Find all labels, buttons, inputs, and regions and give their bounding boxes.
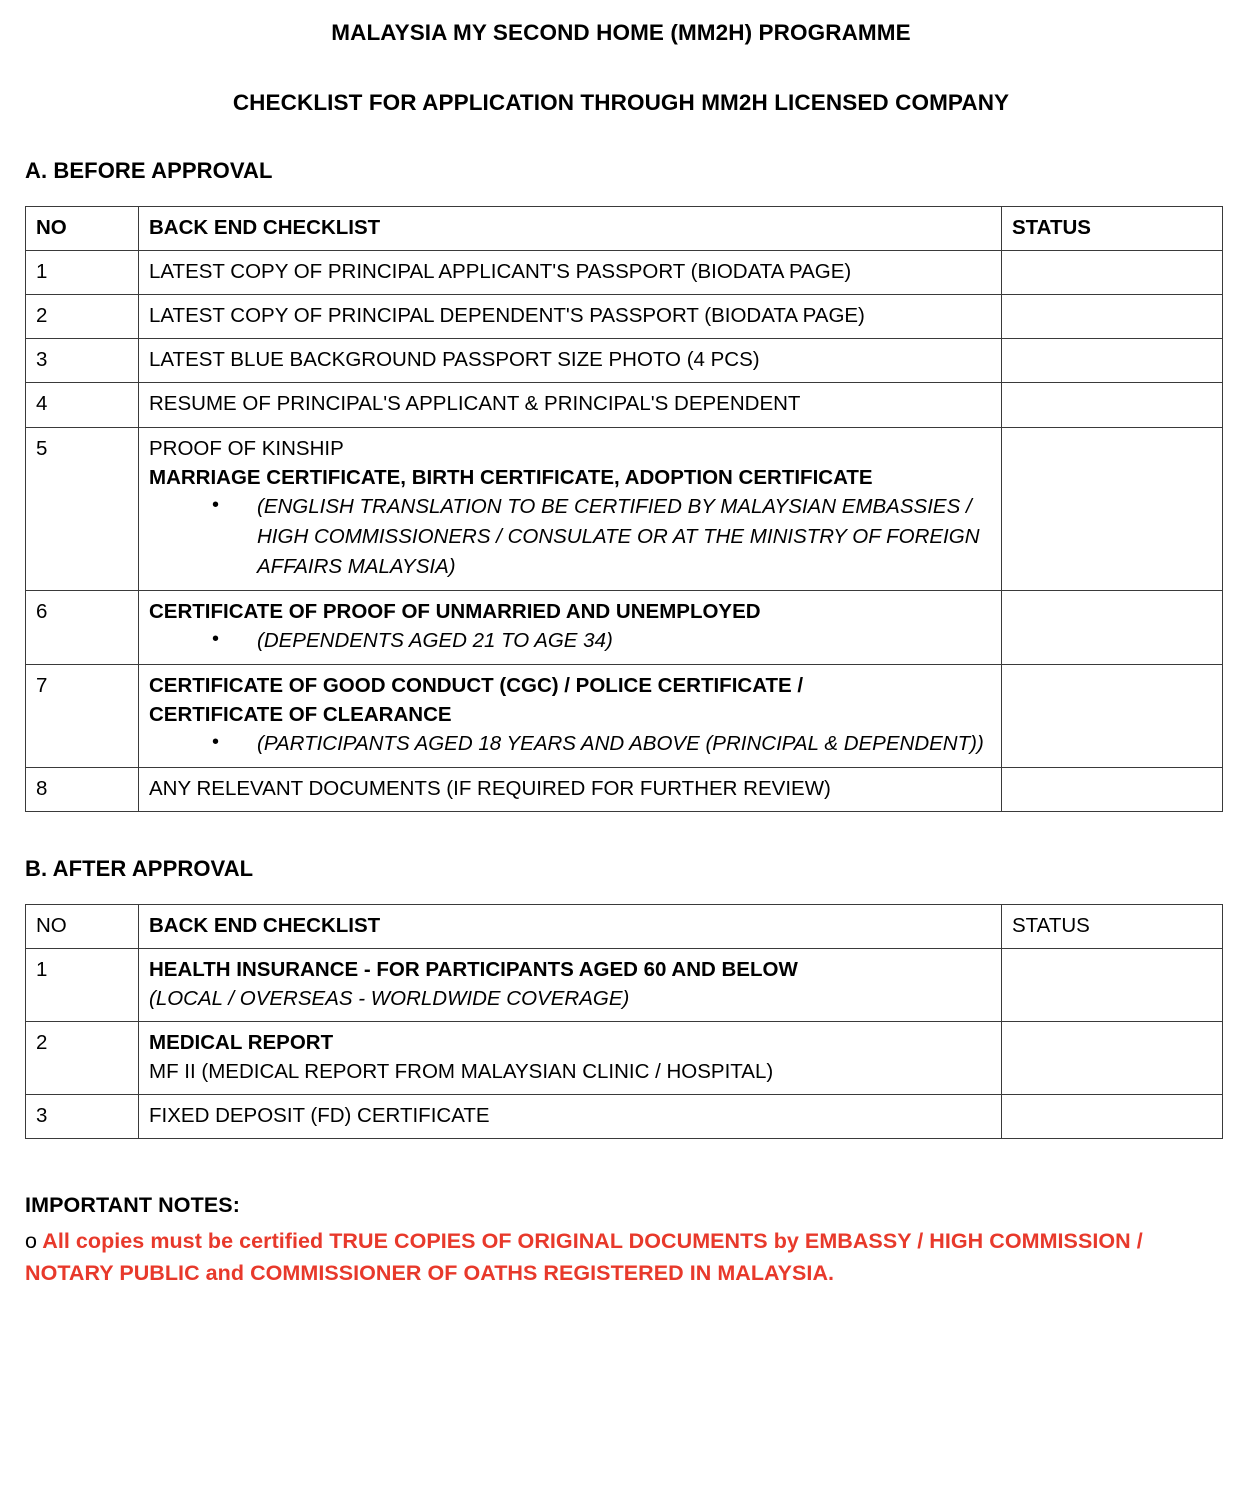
column-header-status: STATUS [1002,207,1223,251]
row-status[interactable] [1002,590,1223,664]
checklist-table-after-approval [25,904,1223,1140]
row-status[interactable] [1002,767,1223,811]
row-number: 8 [26,767,139,811]
bullet-item: • (ENGLISH TRANSLATION TO BE CERTIFIED BY MALAYSIAN EMBASSIES / HIGH COMMISSIONERS / CONSULATE OR AT THE MINISTRY OF FOREIGN AFFAIRS MALAYSIA) [149,492,991,582]
bullet-item: • (PARTICIPANTS AGED 18 YEARS AND ABOVE (PRINCIPAL & DEPENDENT)) [149,729,991,759]
column-header-status: STATUS [1002,904,1223,948]
row-number: 7 [26,664,139,767]
row-description [139,295,1002,339]
row-status[interactable] [1002,948,1223,1021]
table-b-body [26,948,1223,1139]
column-header-checklist: BACK END CHECKLIST [139,207,1002,251]
important-notes-body [25,1218,1217,1289]
description-line: RESUME OF PRINCIPAL'S APPLICANT & PRINCIPAL'S DEPENDENT [149,392,801,416]
row-number: 2 [26,1022,139,1095]
table-row [26,1022,1223,1095]
row-number: 1 [26,948,139,1021]
section-b-heading: B. AFTER APPROVAL [25,855,254,881]
description-line: LATEST COPY OF PRINCIPAL APPLICANT'S PASSPORT (BIODATA PAGE) [149,260,852,284]
bullet-item: • (DEPENDENTS AGED 21 TO AGE 34) [149,626,991,656]
table-row [26,383,1223,427]
table-a-body [26,251,1223,812]
row-description [139,1022,1002,1095]
row-status[interactable] [1002,295,1223,339]
table-row [26,295,1223,339]
description-line: PROOF OF KINSHIP [149,436,344,460]
column-header-no: NO [26,207,139,251]
note-bullet-marker: o [25,1229,38,1254]
description-line: FIXED DEPOSIT (FD) CERTIFICATE [149,1104,490,1128]
note-text: All copies must be certified TRUE COPIES OF ORIGINAL DOCUMENTS by EMBASSY / HIGH COMMISSION / NOTARY PUBLIC and COMMISSIONER OF OATHS REGISTERED IN MALAYSIA. [25,1229,1143,1285]
table-b-header [26,904,1223,948]
row-number: 6 [26,590,139,664]
row-number: 3 [26,339,139,383]
column-header-no: NO [26,904,139,948]
table-row [26,590,1223,664]
row-status[interactable] [1002,383,1223,427]
important-notes-title: IMPORTANT NOTES: [25,1193,240,1218]
row-description [139,767,1002,811]
row-description [139,339,1002,383]
description-bullet-list [149,729,991,759]
row-status[interactable] [1002,1095,1223,1139]
page-title: MALAYSIA MY SECOND HOME (MM2H) PROGRAMME [331,20,911,45]
table-a-header [26,207,1223,251]
description-line: CERTIFICATE OF GOOD CONDUCT (CGC) / POLICE CERTIFICATE / [149,673,804,697]
column-header-checklist: BACK END CHECKLIST [139,904,1002,948]
description-bullet-list [149,492,991,582]
description-line: ANY RELEVANT DOCUMENTS (IF REQUIRED FOR FURTHER REVIEW) [149,776,831,800]
description-line: CERTIFICATE OF PROOF OF UNMARRIED AND UNEMPLOYED [149,599,761,623]
row-number: 3 [26,1095,139,1139]
row-status[interactable] [1002,339,1223,383]
row-description [139,590,1002,664]
row-status[interactable] [1002,427,1223,590]
table-row [26,664,1223,767]
table-header-row [26,904,1223,948]
row-number: 5 [26,427,139,590]
row-number: 2 [26,295,139,339]
important-notes-section [25,1139,1217,1289]
page-subtitle: CHECKLIST FOR APPLICATION THROUGH MM2H LICENSED COMPANY [232,89,1010,115]
row-description [139,383,1002,427]
description-line: CERTIFICATE OF CLEARANCE [149,702,452,726]
table-row [26,251,1223,295]
row-status[interactable] [1002,1022,1223,1095]
checklist-table-before-approval [25,206,1223,812]
description-line: LATEST BLUE BACKGROUND PASSPORT SIZE PHOTO (4 PCS) [149,348,760,372]
row-description [139,251,1002,295]
description-bullet-list [149,626,991,656]
description-line: MF II (MEDICAL REPORT FROM MALAYSIAN CLINIC / HOSPITAL) [149,1060,774,1084]
row-description [139,1095,1002,1139]
table-header-row [26,207,1223,251]
row-status[interactable] [1002,251,1223,295]
table-row [26,767,1223,811]
row-status[interactable] [1002,664,1223,767]
description-line: HEALTH INSURANCE - FOR PARTICIPANTS AGED 60 AND BELOW [149,957,798,981]
section-a-heading: A. BEFORE APPROVAL [25,158,273,183]
row-description [139,948,1002,1021]
description-line: MEDICAL REPORT [149,1031,334,1055]
row-number: 4 [26,383,139,427]
row-description [139,427,1002,590]
description-line: LATEST COPY OF PRINCIPAL DEPENDENT'S PASSPORT (BIODATA PAGE) [149,304,865,328]
description-line: (LOCAL / OVERSEAS - WORLDWIDE COVERAGE) [149,987,630,1011]
description-line: MARRIAGE CERTIFICATE, BIRTH CERTIFICATE, ADOPTION CERTIFICATE [149,465,873,489]
row-number: 1 [26,251,139,295]
row-description [139,664,1002,767]
table-row [26,427,1223,590]
table-row [26,1095,1223,1139]
table-row [26,339,1223,383]
table-row [26,948,1223,1021]
